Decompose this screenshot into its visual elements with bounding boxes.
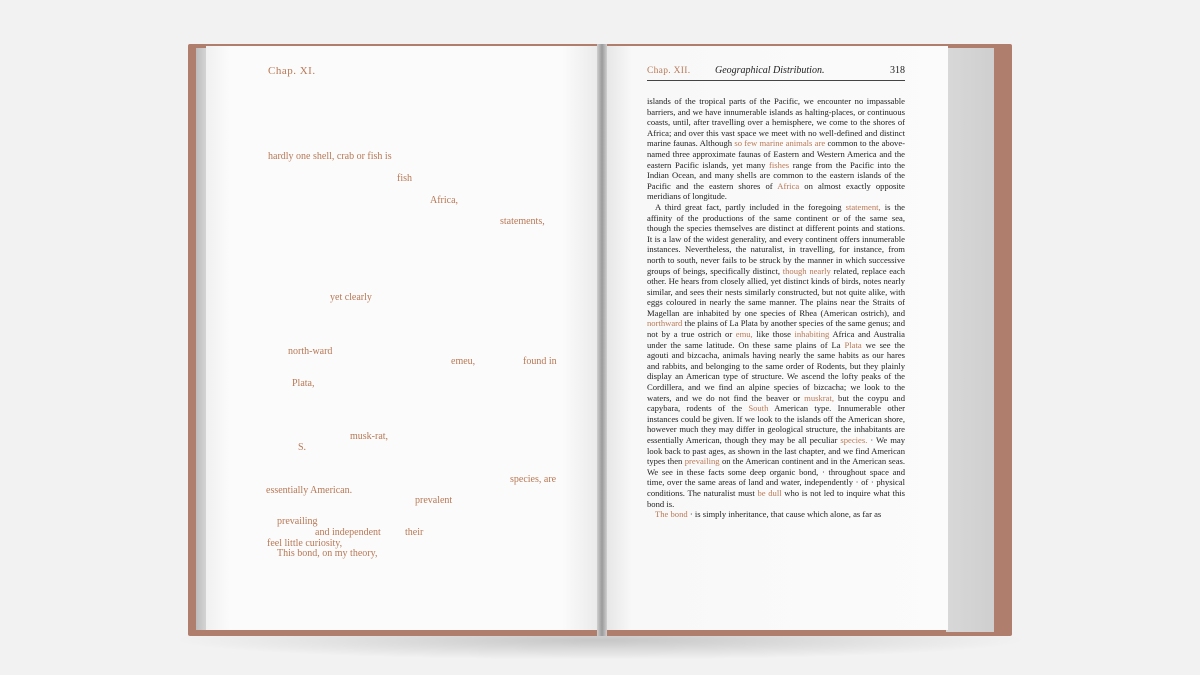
highlight: statement, (845, 201, 881, 212)
fragment: fish (397, 173, 412, 184)
left-page[interactable] (206, 46, 602, 630)
right-chapter-heading: Chap. XII. (647, 66, 691, 76)
fragment: essentially American. (266, 485, 353, 496)
fragment: This bond, on my theory, (277, 548, 378, 559)
fragment: prevalent (415, 495, 453, 506)
page-edges-right (946, 48, 994, 632)
fragment: north-ward (288, 346, 333, 357)
paragraph: islands of the tropical parts of the Pacific, we encounter no impassable barriers, and we have innumerable islands as halting-places, or continuous coasts, until, after travelling over a hemisphere, we come to the shores of Africa; and over this vast space we meet with no well-defined and distinct marine faunas. Although so few marine animals are common to the above-named three approximate faunas of Eastern and Western America and the eastern Pacific islands, yet many fishes range from the Pacific into the Indian Ocean, and many shells are common to the eastern islands of the Pacific and the eastern shores of Africa on almost exactly opposite meridians of longitude. (647, 96, 906, 202)
fragment: prevailing (277, 516, 318, 527)
highlight: so few marine animals are (734, 138, 826, 149)
fragment: S. (298, 442, 307, 453)
fragment: statements, (500, 216, 545, 227)
highlight: South (748, 403, 769, 414)
highlight: emu, (735, 329, 753, 340)
highlight: species. (840, 435, 868, 445)
paragraph: The bond · is simply inheritance, that cause which alone, as far as (655, 509, 882, 520)
left-chapter-heading: Chap. XI. (268, 65, 316, 77)
fragment: Africa, (430, 195, 459, 206)
highlight: muskrat, (804, 392, 835, 403)
highlight: fishes (769, 159, 790, 170)
highlight: Plata (844, 339, 862, 350)
fragment: hardly one shell, crab or fish is (268, 151, 392, 162)
body-text (647, 96, 905, 520)
highlight: though nearly (782, 265, 831, 276)
page-number: 318 (890, 65, 905, 76)
fragment: and independent (315, 527, 381, 538)
running-header (647, 64, 905, 81)
running-title: Geographical Distribution. (715, 65, 825, 76)
fragment: Plata, (292, 378, 315, 389)
fragment: feel little curiosity, (267, 538, 343, 549)
highlight: be dull (757, 487, 782, 498)
fragment: found in (523, 356, 557, 367)
highlight: northward (647, 318, 683, 329)
fragment: species, are (510, 474, 557, 485)
highlight: prevailing (684, 456, 720, 467)
fragment: their (405, 527, 424, 538)
highlight: inhabiting (794, 329, 830, 340)
paragraph: A third great fact, partly included in the foregoing statement, is the affinity of the productions of the same continent or of the same sea, though the species themselves are distinct at different points and stations. It is a law of the widest generality, and every continent offers innumerable instances. Nevertheless, the naturalist, in travelling, for instance, from north to south, never fails to be struck by the manner in which successive groups of beings, specifically distinct, though nearly related, replace each other. He hears from closely allied, yet distinct kinds of birds, notes nearly similar, and sees their nests similarly constructed, but not quite alike, with eggs coloured in nearly the same manner. The plains near the Straits of Magellan are inhabited by one species of Rhea (American ostrich), and northward the plains of La Plata by another species of the same genus; and not by a true ostrich or emu, like those inhabiting Africa and Australia under the same latitude. On these same plains of La Plata we see the agouti and bizcacha, animals having nearly the same habits as our hares and rabbits, and belonging to the same order of Rodents, but they plainly display an American type of structure. We ascend the lofty peaks of the Cordillera, and we find an alpine species of bizcacha; we look to the waters, and we do not find the beaver or muskrat, but the coypu and capybara, rodents of the South American type. Innumerable other instances could be given. If we look to the islands off the American shore, however much they may differ in geological structure, the inhabitants are essentially American, though they may be all peculiar species. · We may look back to past ages, as shown in the last chapter, and we find American types then prevailing on the American continent and in the American seas. We see in these facts some deep organic bond, · throughout space and time, over the same areas of land and water, independently · of · physical conditions. The naturalist must be dull who is not led to inquire what this bond is. (647, 201, 905, 509)
highlight: The bond (655, 509, 688, 520)
fragment: yet clearly (330, 292, 372, 303)
fragment: musk-rat, (350, 431, 389, 442)
highlight: Africa (777, 180, 800, 191)
fragment: emeu, (451, 356, 476, 367)
book-gutter (597, 44, 607, 636)
